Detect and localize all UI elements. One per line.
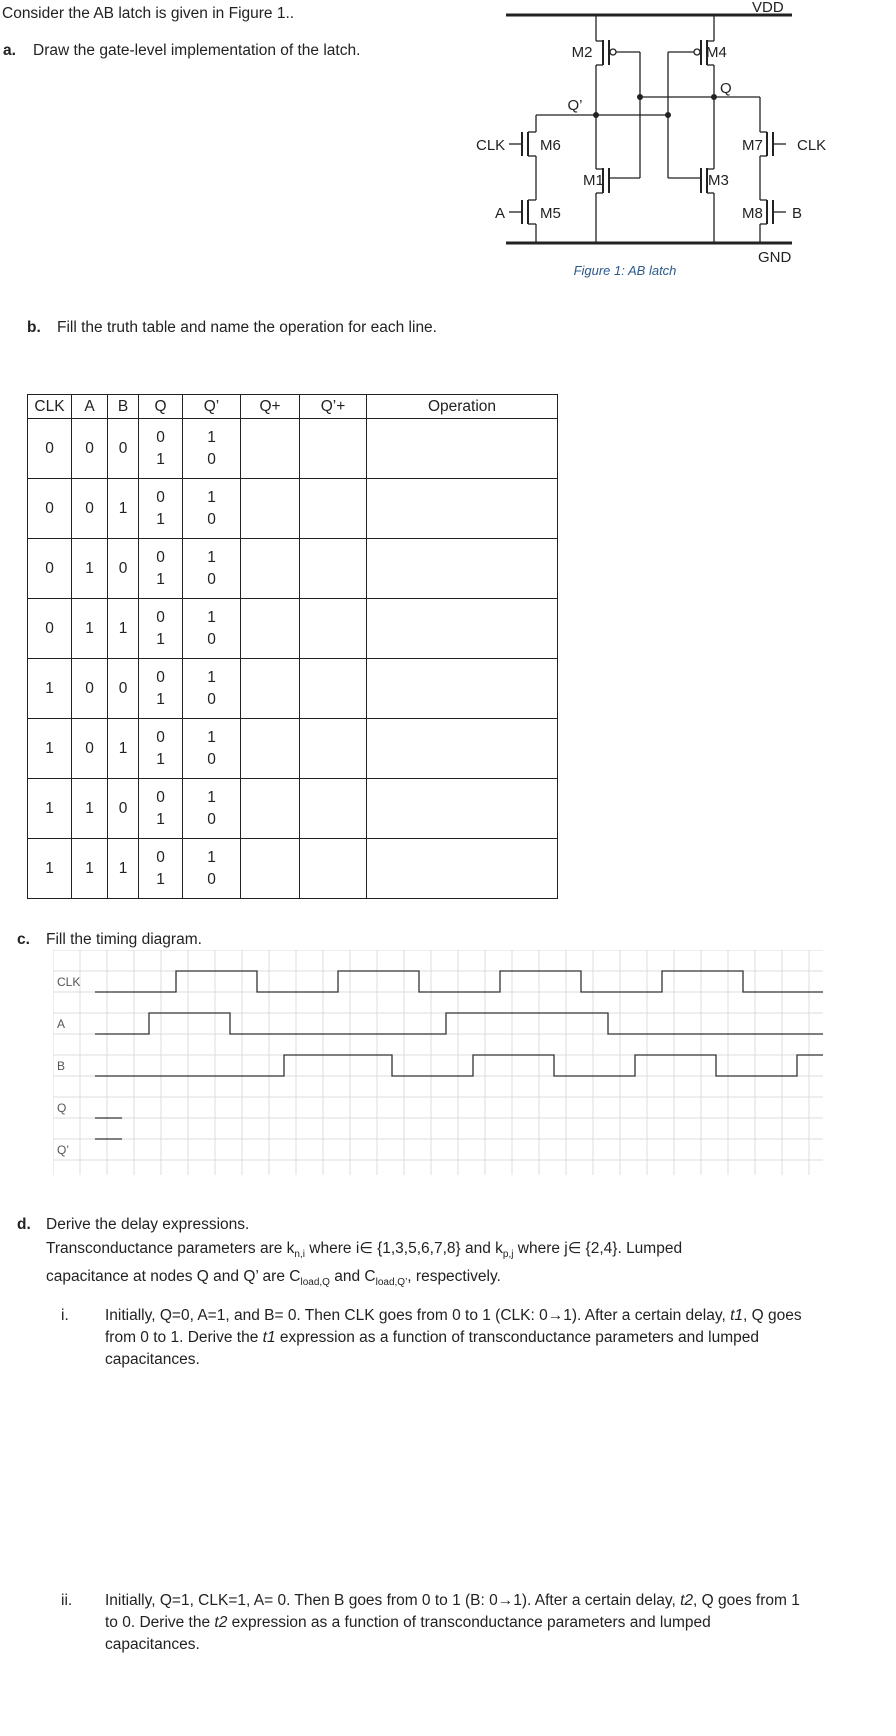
sub-ii-var: t2 [680, 1592, 694, 1609]
truth-table-header [28, 395, 558, 419]
sub-ii-text-3: expression as a function of transconductance parameters and lumped capacitances. [105, 1614, 711, 1653]
cell-a: 1 [72, 599, 108, 659]
header-operation: Operation [367, 395, 558, 419]
q-value-stack [139, 847, 182, 891]
table-row [28, 779, 558, 839]
intro-text: Consider the AB latch is given in Figure 1.. [2, 5, 295, 22]
stack-value: 0 [207, 510, 216, 528]
para-sub-qb: load,Q’ [375, 1277, 408, 1289]
para-sub-n: n,i [294, 1249, 305, 1261]
question-b-text: Fill the truth table and name the operation for each line. [57, 319, 437, 336]
question-c-text: Fill the timing diagram. [46, 931, 202, 948]
header-a: A [72, 395, 108, 419]
cell-q [139, 659, 183, 719]
cell-clk: 1 [28, 659, 72, 719]
m6-label: M6 [540, 137, 561, 154]
cell-qbar-next [300, 539, 367, 599]
cell-qbar [183, 839, 241, 899]
qbar-value-stack [183, 487, 240, 531]
m8-label: M8 [742, 205, 763, 222]
timing-label: B [57, 1059, 66, 1073]
stack-value: 1 [156, 570, 165, 588]
timing-label: Q [57, 1101, 67, 1115]
stack-value: 0 [156, 428, 165, 446]
cell-b: 1 [108, 479, 139, 539]
stack-value: 1 [207, 668, 216, 686]
cell-clk: 0 [28, 539, 72, 599]
question-b [27, 319, 437, 337]
m1-label: M1 [583, 172, 604, 189]
qbar-value-stack [183, 427, 240, 471]
stack-value: 0 [156, 608, 165, 626]
cell-clk: 1 [28, 779, 72, 839]
m4-label: M4 [706, 44, 727, 61]
cell-qbar [183, 659, 241, 719]
cell-a: 0 [72, 419, 108, 479]
qbar-value-stack [183, 607, 240, 651]
cell-qbar-next [300, 779, 367, 839]
cell-qbar-next [300, 479, 367, 539]
cell-b: 1 [108, 599, 139, 659]
cell-clk: 0 [28, 599, 72, 659]
question-d [17, 1216, 817, 1289]
q-value-stack [139, 487, 182, 531]
stack-value: 1 [156, 510, 165, 528]
sub-i-text-2: , Q goes from 0 to 1. Derive the [105, 1307, 802, 1346]
cell-clk: 0 [28, 419, 72, 479]
cell-a: 0 [72, 719, 108, 779]
m3-label: M3 [708, 172, 729, 189]
cell-q [139, 479, 183, 539]
q-junction-dot [711, 94, 717, 100]
stack-value: 0 [156, 668, 165, 686]
b-label: B [792, 205, 803, 222]
clk-right-label: CLK [797, 137, 827, 154]
stack-value: 1 [207, 488, 216, 506]
cell-qbar [183, 419, 241, 479]
cell-q [139, 839, 183, 899]
cell-a: 1 [72, 539, 108, 599]
cell-clk: 0 [28, 479, 72, 539]
m2-label: M2 [571, 44, 593, 61]
sub-i-var-2: t1 [262, 1329, 276, 1346]
q-value-stack [139, 607, 182, 651]
question-b-label: b. [27, 319, 41, 336]
truth-table [27, 394, 558, 899]
header-q-next: Q+ [241, 395, 300, 419]
sub-i-var: t1 [730, 1307, 744, 1324]
sub-ii-text-2: , Q goes from 1 to 0. Derive the [105, 1592, 800, 1631]
header-q: Q [139, 395, 183, 419]
stack-value: 0 [156, 488, 165, 506]
para-part-3: where j∈ {2,4}. Lumped capacitance at nodes Q and Q’ are C [46, 1240, 683, 1286]
cell-qbar [183, 479, 241, 539]
stack-value: 0 [207, 630, 216, 648]
q-label: Q [720, 80, 732, 97]
sub-i-text-1: Initially, Q=0, A=1, and B= 0. Then CLK goes from 0 to 1 (CLK: 0→1). After a certain delay, [105, 1307, 731, 1324]
cell-qbar-next [300, 599, 367, 659]
qbar-junction-dot [593, 112, 599, 118]
qbar-value-stack [183, 547, 240, 591]
q-value-stack [139, 727, 182, 771]
timing-diagram [53, 950, 823, 1175]
stack-value: 0 [207, 570, 216, 588]
stack-value: 0 [207, 690, 216, 708]
header-qbar: Q’ [183, 395, 241, 419]
stack-value: 0 [156, 728, 165, 746]
clk-left-label: CLK [476, 137, 506, 154]
stack-value: 1 [156, 810, 165, 828]
cell-operation [367, 479, 558, 539]
header-qbar-next: Q’+ [300, 395, 367, 419]
q-node-dot [637, 94, 643, 100]
stack-value: 1 [156, 690, 165, 708]
question-d-ii [61, 1590, 805, 1656]
cell-b: 0 [108, 419, 139, 479]
b-waveform [95, 1055, 823, 1076]
para-part-2: where i∈ {1,3,5,6,7,8} and k [304, 1240, 503, 1257]
cell-operation [367, 539, 558, 599]
header-b: B [108, 395, 139, 419]
question-d-ii-num: ii. [61, 1592, 73, 1609]
cell-qbar [183, 539, 241, 599]
table-row [28, 419, 558, 479]
a-label: A [495, 205, 506, 222]
q-value-stack [139, 427, 182, 471]
question-d-paragraph [46, 1238, 766, 1294]
vdd-label: VDD [752, 0, 784, 16]
cell-b: 1 [108, 839, 139, 899]
table-row [28, 479, 558, 539]
cell-q-next [241, 419, 300, 479]
question-c [17, 931, 202, 949]
cell-b: 0 [108, 779, 139, 839]
cell-q-next [241, 659, 300, 719]
qbar-value-stack [183, 727, 240, 771]
timing-label: A [57, 1017, 66, 1031]
ab-latch-circuit [470, 0, 896, 285]
cell-b: 0 [108, 539, 139, 599]
cell-q [139, 599, 183, 659]
cell-qbar-next [300, 719, 367, 779]
cell-qbar [183, 719, 241, 779]
question-a-text: Draw the gate-level implementation of the latch. [33, 42, 361, 59]
clk-waveform [95, 971, 823, 992]
stack-value: 0 [207, 870, 216, 888]
stack-value: 1 [156, 750, 165, 768]
cell-q-next [241, 779, 300, 839]
m5-label: M5 [540, 205, 561, 222]
question-d-i [61, 1305, 805, 1371]
sub-ii-var-2: t2 [214, 1614, 228, 1631]
cell-q [139, 539, 183, 599]
para-part-1: Transconductance parameters are k [46, 1240, 295, 1257]
cell-operation [367, 419, 558, 479]
stack-value: 0 [207, 810, 216, 828]
question-d-text: Derive the delay expressions. [46, 1216, 250, 1233]
cell-a: 1 [72, 839, 108, 899]
qbar-value-stack [183, 787, 240, 831]
sub-ii-text-1: Initially, Q=1, CLK=1, A= 0. Then B goes from 0 to 1 (B: 0→1). After a certain delay, [105, 1592, 681, 1609]
q-value-stack [139, 667, 182, 711]
cell-a: 0 [72, 479, 108, 539]
figure-caption: Figure 1: AB latch [573, 263, 677, 278]
cell-operation [367, 599, 558, 659]
para-sub-p: p,j [502, 1249, 514, 1261]
table-row [28, 539, 558, 599]
qbar-label: Q’ [567, 97, 583, 114]
qbar-value-stack [183, 847, 240, 891]
stack-value: 1 [207, 788, 216, 806]
table-row [28, 599, 558, 659]
stack-value: 1 [156, 630, 165, 648]
qbar-value-stack [183, 667, 240, 711]
sub-i-text-3: expression as a function of transconductance parameters and lumped capacitances. [105, 1329, 759, 1368]
q-value-stack [139, 547, 182, 591]
cell-qbar-next [300, 419, 367, 479]
stack-value: 1 [207, 728, 216, 746]
stack-value: 1 [156, 870, 165, 888]
cell-q [139, 779, 183, 839]
question-a-label: a. [3, 42, 16, 59]
para-part-5: , respectively. [407, 1268, 501, 1286]
stack-value: 1 [156, 450, 165, 468]
cell-b: 0 [108, 659, 139, 719]
table-row [28, 659, 558, 719]
question-d-i-num: i. [61, 1307, 69, 1324]
stack-value: 0 [207, 450, 216, 468]
cell-qbar-next [300, 839, 367, 899]
cell-operation [367, 839, 558, 899]
cell-qbar [183, 779, 241, 839]
question-d-label: d. [17, 1216, 31, 1233]
stack-value: 1 [207, 548, 216, 566]
cell-operation [367, 779, 558, 839]
cell-qbar-next [300, 659, 367, 719]
cell-b: 1 [108, 719, 139, 779]
para-sub-q: load,Q [300, 1277, 330, 1289]
cell-clk: 1 [28, 839, 72, 899]
table-row [28, 839, 558, 899]
qbar-node-dot [665, 112, 671, 118]
header-clk: CLK [28, 395, 72, 419]
a-waveform [95, 1013, 823, 1034]
question-c-label: c. [17, 931, 30, 948]
question-a [3, 42, 361, 60]
table-row [28, 719, 558, 779]
cell-q [139, 419, 183, 479]
cell-qbar [183, 599, 241, 659]
timing-label: Q’ [57, 1143, 69, 1157]
cell-q-next [241, 599, 300, 659]
cell-a: 0 [72, 659, 108, 719]
cell-q-next [241, 479, 300, 539]
stack-value: 0 [156, 548, 165, 566]
q-value-stack [139, 787, 182, 831]
stack-value: 0 [156, 788, 165, 806]
gnd-label: GND [758, 249, 792, 266]
cell-q-next [241, 539, 300, 599]
cell-q-next [241, 719, 300, 779]
para-part-4: and C [329, 1268, 376, 1286]
cell-operation [367, 659, 558, 719]
cell-q-next [241, 839, 300, 899]
cell-a: 1 [72, 779, 108, 839]
m7-label: M7 [742, 137, 763, 154]
cell-operation [367, 719, 558, 779]
stack-value: 1 [207, 848, 216, 866]
stack-value: 1 [207, 608, 216, 626]
timing-label: CLK [57, 975, 81, 989]
stack-value: 0 [156, 848, 165, 866]
cell-clk: 1 [28, 719, 72, 779]
stack-value: 1 [207, 428, 216, 446]
stack-value: 0 [207, 750, 216, 768]
cell-q [139, 719, 183, 779]
